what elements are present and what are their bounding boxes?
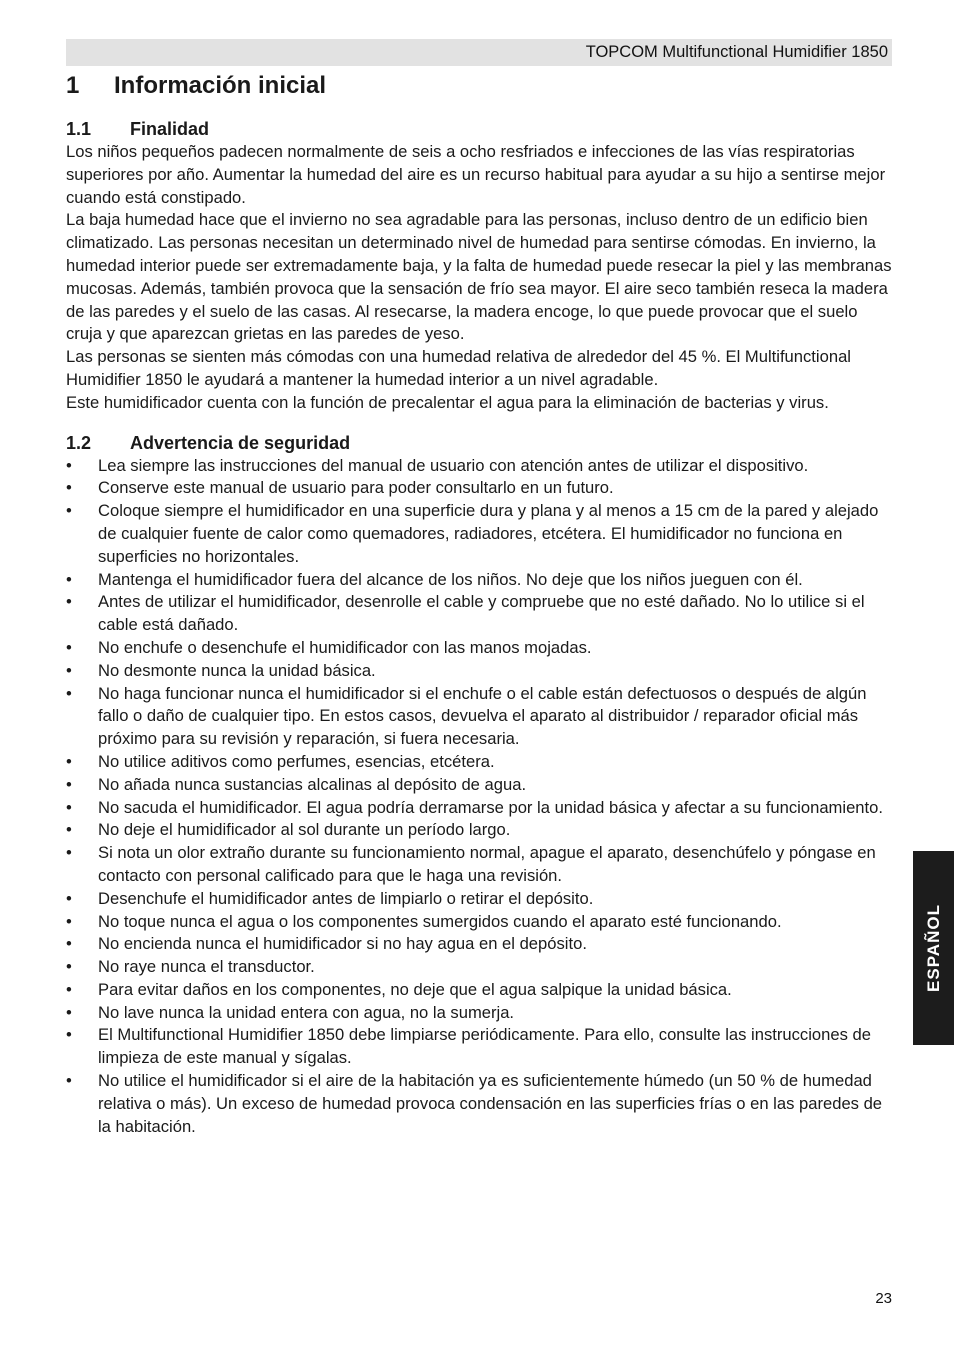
bullet-icon: • bbox=[66, 683, 72, 703]
bullet-icon: • bbox=[66, 888, 72, 908]
list-item-text: No toque nunca el agua o los componentes sumergidos cuando el aparato esté funcionando. bbox=[98, 911, 782, 931]
list-item bbox=[66, 683, 896, 751]
list-item bbox=[66, 774, 896, 797]
list-item bbox=[66, 911, 896, 934]
bullet-icon: • bbox=[66, 820, 72, 840]
list-item-text: No desmonte nunca la unidad básica. bbox=[98, 660, 376, 680]
bullet-icon: • bbox=[66, 478, 72, 498]
bullet-icon: • bbox=[66, 774, 72, 794]
list-item-text: Mantenga el humidificador fuera del alcance de los niños. No deje que los niños jueguen con él. bbox=[98, 569, 803, 589]
bullet-icon: • bbox=[66, 1002, 72, 1022]
bullet-icon: • bbox=[66, 501, 72, 521]
list-item bbox=[66, 500, 896, 568]
list-item bbox=[66, 979, 896, 1002]
list-item-text: Antes de utilizar el humidificador, desenrolle el cable y compruebe que no esté dañado. No lo utilice si el cable está dañado. bbox=[98, 592, 865, 635]
list-item bbox=[66, 751, 896, 774]
list-item-text: No lave nunca la unidad entera con agua, no la sumerja. bbox=[98, 1002, 515, 1022]
section-number: 1.1 bbox=[66, 119, 92, 139]
list-item bbox=[66, 819, 896, 842]
list-item bbox=[66, 455, 896, 478]
list-item-text: Desenchufe el humidificador antes de limpiarlo o retirar el depósito. bbox=[98, 888, 594, 908]
header-title: TOPCOM Multifunctional Humidifier 1850 bbox=[585, 43, 888, 61]
bullet-icon: • bbox=[66, 843, 72, 863]
bullet-icon: • bbox=[66, 569, 72, 589]
bullet-icon: • bbox=[66, 979, 72, 999]
list-item-text: No haga funcionar nunca el humidificador si el enchufe o el cable están defectuosos o después de algún fallo o daño de cualquier tipo. En estos casos, devuelva el aparato al distribuidor / reparador oficial más próximo para su revisión y reparación, si fuera necesaria. bbox=[98, 683, 867, 749]
bullet-icon: • bbox=[66, 797, 72, 817]
list-item bbox=[66, 797, 896, 820]
list-item-text: El Multifunctional Humidifier 1850 debe limpiarse periódicamente. Para ello, consulte las instrucciones de limpieza de este manual y sígalas. bbox=[98, 1025, 871, 1068]
section-heading-purpose bbox=[66, 117, 896, 141]
list-item bbox=[66, 637, 896, 660]
list-item-text: Lea siempre las instrucciones del manual de usuario con atención antes de utilizar el dispositivo. bbox=[98, 455, 809, 475]
bullet-icon: • bbox=[66, 592, 72, 612]
list-item-text: No enchufe o desenchufe el humidificador con las manos mojadas. bbox=[98, 637, 592, 657]
bullet-icon: • bbox=[66, 660, 72, 680]
list-item bbox=[66, 1070, 896, 1138]
list-item-text: No añada nunca sustancias alcalinas al depósito de agua. bbox=[98, 774, 527, 794]
bullet-icon: • bbox=[66, 957, 72, 977]
list-item-text: Para evitar daños en los componentes, no deje que el agua salpique la unidad básica. bbox=[98, 979, 732, 999]
list-item bbox=[66, 1002, 896, 1025]
bullet-icon: • bbox=[66, 637, 72, 657]
paragraph: La baja humedad hace que el invierno no sea agradable para las personas, incluso dentro de un edificio bien climatizado. Las personas necesitan un determinado nivel de humedad para sentirse cómodas. En invierno, la humedad interior puede ser extremadamente baja, y la falta de humedad puede resecar la piel y las membranas mucosas. Además, también provoca que la sensación de frío sea mayor. El aire seco también reseca la madera de las paredes y el suelo de las casas. Al resecarse, la madera encoge, lo que puede provocar que el suelo cruja y que aparezcan grietas en las paredes de yeso. bbox=[66, 210, 892, 344]
page-header bbox=[66, 39, 892, 66]
list-item bbox=[66, 1024, 896, 1070]
section-title: Finalidad bbox=[130, 119, 210, 139]
list-item bbox=[66, 933, 896, 956]
list-item bbox=[66, 591, 896, 637]
list-item bbox=[66, 477, 896, 500]
section-title: Advertencia de seguridad bbox=[130, 432, 351, 453]
chapter-title: Información inicial bbox=[114, 72, 327, 99]
language-tab-label: ESPAÑOL bbox=[923, 904, 943, 992]
paragraph: Los niños pequeños padecen normalmente de seis a ocho resfriados e infecciones de las vías respiratorias superiores por año. Aumentar la humedad del aire es un recurso habitual para ayudar a su hijo a sentirse mejor cuando está constipado. bbox=[66, 142, 886, 207]
bullet-icon: • bbox=[66, 911, 72, 931]
bullet-icon: • bbox=[66, 934, 72, 954]
paragraph: Este humidificador cuenta con la función de precalentar el agua para la eliminación de bacterias y virus. bbox=[66, 392, 829, 412]
page-content bbox=[66, 70, 896, 1138]
list-item bbox=[66, 842, 896, 888]
list-item-text: No raye nunca el transductor. bbox=[98, 957, 315, 977]
list-item-text: No sacuda el humidificador. El agua podría derramarse por la unidad básica y afectar a su funcionamiento. bbox=[98, 797, 883, 817]
list-item-text: Si nota un olor extraño durante su funcionamiento normal, apague el aparato, desenchúfelo y póngase en contacto con personal calificado para que le haga una revisión. bbox=[98, 843, 876, 885]
bullet-icon: • bbox=[66, 455, 72, 475]
section-heading-safety bbox=[66, 431, 896, 455]
list-item bbox=[66, 888, 896, 911]
list-item bbox=[66, 660, 896, 683]
list-item-text: No deje el humidificador al sol durante un período largo. bbox=[98, 820, 511, 840]
paragraph: Las personas se sienten más cómodas con una humedad relativa de alrededor del 45 %. El Multifunctional Humidifier 1850 le ayudará a mantener la humedad interior a un nivel agradable. bbox=[66, 347, 851, 389]
list-item-text: No utilice el humidificador si el aire de la habitación ya es suficientemente húmedo (un 50 % de humedad relativa o más). Un exceso de humedad provoca condensación en las superficies frías o en las paredes de la habitación. bbox=[98, 1071, 883, 1136]
safety-list bbox=[66, 455, 896, 1139]
chapter-number: 1 bbox=[66, 72, 80, 99]
list-item-text: No utilice aditivos como perfumes, esencias, etcétera. bbox=[98, 751, 495, 771]
list-item bbox=[66, 569, 896, 592]
section-number: 1.2 bbox=[66, 432, 92, 453]
chapter-heading bbox=[66, 70, 896, 102]
list-item-text: Coloque siempre el humidificador en una superficie dura y plana y al menos a 15 cm de la pared y alejado de cualquier fuente de calor como quemadores, radiadores, etcétera. El humidificador no funciona en superficies no horizontales. bbox=[98, 501, 879, 566]
list-item-text: No encienda nunca el humidificador si no hay agua en el depósito. bbox=[98, 934, 587, 954]
language-tab bbox=[913, 851, 954, 1045]
list-item-text: Conserve este manual de usuario para poder consultarlo en un futuro. bbox=[98, 478, 614, 498]
bullet-icon: • bbox=[66, 1025, 72, 1045]
page-number: 23 bbox=[875, 1290, 892, 1307]
bullet-icon: • bbox=[66, 1071, 72, 1091]
bullet-icon: • bbox=[66, 751, 72, 771]
list-item bbox=[66, 956, 896, 979]
